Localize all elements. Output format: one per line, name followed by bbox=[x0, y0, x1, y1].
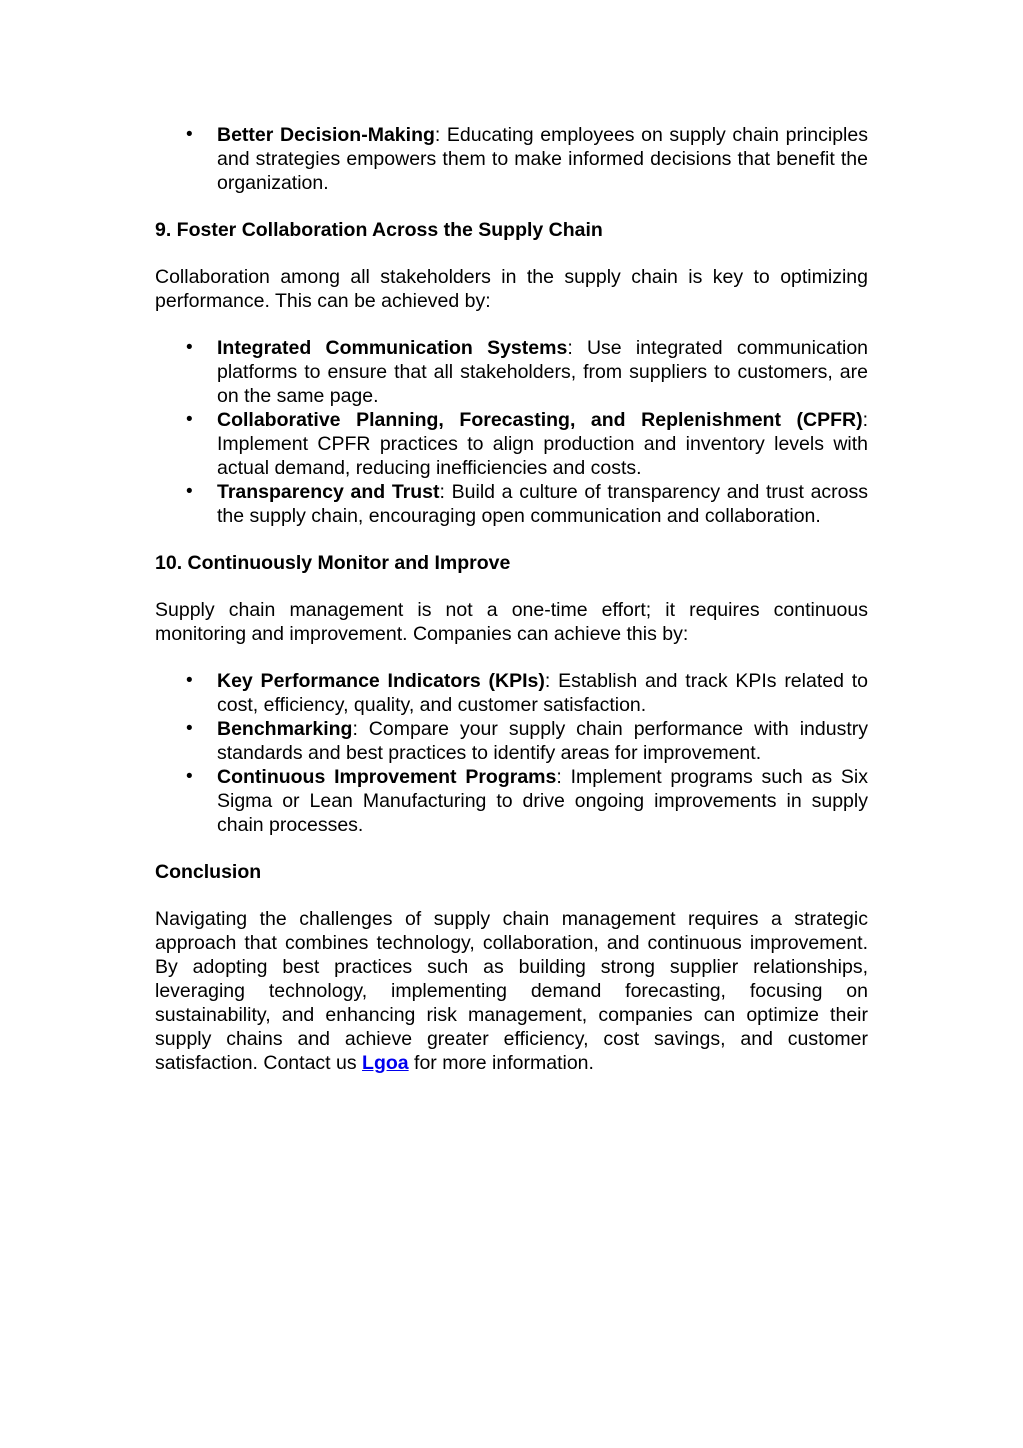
section-9-bullet-list bbox=[155, 336, 868, 528]
bullet-term: Better Decision-Making bbox=[217, 124, 435, 146]
list-item bbox=[155, 336, 868, 408]
bullet-icon: • bbox=[186, 124, 193, 145]
bullet-icon: • bbox=[186, 409, 193, 430]
conclusion-text: Navigating the challenges of supply chain management requires a strategic approach that combines technology, collaboration, and continuous improvement. By adopting best practices such as building strong supplier relationships, leveraging technology, implementing demand forecasting, focusing on sustainability, and enhancing risk management, companies can optimize their supply chains and achieve greater efficiency, cost savings, and customer satisfaction. Contact us bbox=[155, 908, 868, 1074]
list-item bbox=[155, 123, 868, 195]
document-page bbox=[155, 123, 868, 1075]
bullet-text: : Implement programs such as Six Sigma or Lean Manufacturing to drive ongoing improvements in supply chain processes. bbox=[217, 766, 869, 836]
bullet-term: Key Performance Indicators (KPIs) bbox=[217, 670, 545, 692]
bullet-term: Collaborative Planning, Forecasting, and Replenishment (CPFR) bbox=[217, 409, 863, 431]
list-item bbox=[155, 765, 868, 837]
section-10-heading: 10. Continuously Monitor and Improve bbox=[155, 552, 511, 574]
contact-link[interactable]: Lgoa bbox=[362, 1052, 409, 1074]
section-9-intro: Collaboration among all stakeholders in the supply chain is key to optimizing performance. This can be achieved by: bbox=[155, 266, 868, 312]
top-bullet-list bbox=[155, 123, 868, 195]
section-10-intro: Supply chain management is not a one-time effort; it requires continuous monitoring and improvement. Companies can achieve this by: bbox=[155, 599, 868, 645]
bullet-icon: • bbox=[186, 481, 193, 502]
bullet-text: : Implement CPFR practices to align production and inventory levels with actual demand, reducing inefficiencies and costs. bbox=[217, 409, 868, 479]
bullet-icon: • bbox=[186, 670, 193, 691]
list-item bbox=[155, 408, 868, 480]
bullet-icon: • bbox=[186, 337, 193, 358]
bullet-text: : Build a culture of transparency and trust across the supply chain, encouraging open communication and collaboration. bbox=[217, 481, 869, 527]
conclusion-text-end: for more information. bbox=[408, 1052, 594, 1074]
bullet-term: Integrated Communication Systems bbox=[217, 337, 568, 359]
bullet-term: Benchmarking bbox=[217, 718, 353, 740]
bullet-text: : Educating employees on supply chain principles and strategies empowers them to make informed decisions that benefit the organization. bbox=[217, 124, 868, 194]
bullet-text: : Establish and track KPIs related to cost, efficiency, quality, and customer satisfaction. bbox=[217, 670, 868, 716]
bullet-icon: • bbox=[186, 766, 193, 787]
list-item bbox=[155, 669, 868, 717]
section-9-heading: 9. Foster Collaboration Across the Supply Chain bbox=[155, 219, 603, 241]
conclusion-paragraph bbox=[155, 907, 868, 1075]
bullet-text: : Use integrated communication platforms to ensure that all stakeholders, from suppliers to customers, are on the same page. bbox=[217, 337, 869, 407]
bullet-icon: • bbox=[186, 718, 193, 739]
list-item bbox=[155, 480, 868, 528]
list-item bbox=[155, 717, 868, 765]
bullet-term: Continuous Improvement Programs bbox=[217, 766, 557, 788]
bullet-text: : Compare your supply chain performance with industry standards and best practices to identify areas for improvement. bbox=[217, 718, 868, 764]
conclusion-heading: Conclusion bbox=[155, 861, 262, 883]
section-10-bullet-list bbox=[155, 669, 868, 837]
bullet-term: Transparency and Trust bbox=[217, 481, 440, 503]
